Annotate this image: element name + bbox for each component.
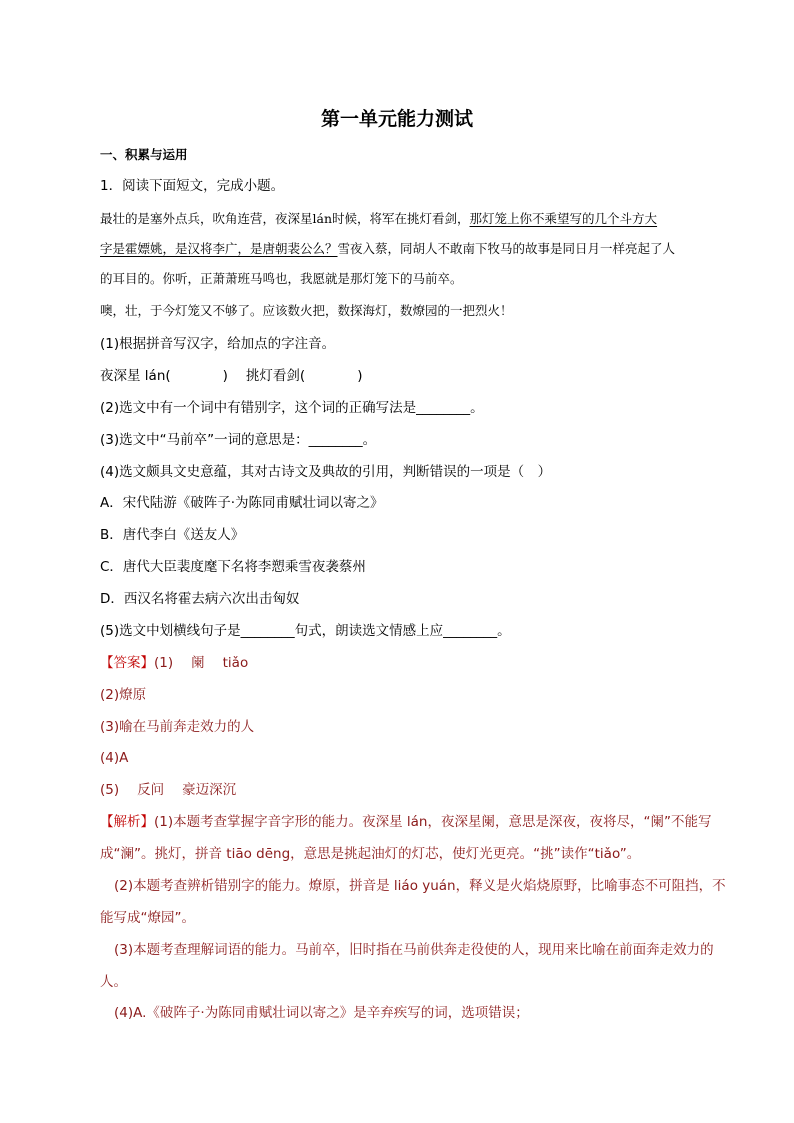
answer-pinyin: tiǎo <box>222 655 249 671</box>
sub-question-4: (4)选文颇具文史意蕴，其对古诗文及典故的引用，判断错误的一项是（ ） <box>100 464 552 480</box>
sub-question-1-items <box>100 367 362 385</box>
passage-pinyin: lán <box>312 211 333 226</box>
sub-question-5: (5)选文中划横线句子是________句式，朗读选文情感上应________。 <box>100 623 511 639</box>
passage-text: 时候，将军在挑灯看剑， <box>332 211 470 226</box>
underlined-sentence: 字是霍嫖姚，是汉将李广，是唐朝裴公么？ <box>100 241 338 256</box>
blank-close: ) <box>222 368 228 384</box>
analysis-line: (4)A.《破阵子·为陈同甫赋壮词以寄之》是辛弃疾写的词，选项错误； <box>114 1005 529 1021</box>
underlined-sentence: 那灯笼上你不乘望写的几个斗方大 <box>469 211 658 226</box>
answer-label: 【答案】 <box>100 655 154 671</box>
analysis-line: 人。 <box>100 974 127 990</box>
page-title: 第一单元能力测试 <box>320 108 473 130</box>
passage-text: 最壮的是塞外点兵，吹角连营，夜深星 <box>100 211 313 226</box>
analysis-line: (2)本题考查辨析错别字的能力。燎原，拼音是 liáo yuán，释义是火焰烧原野，比喻事态不可阻挡，不 <box>114 878 726 894</box>
option-c: C．唐代大臣裴度麾下名将李愬乘雪夜袭蔡州 <box>100 559 366 575</box>
blank-close: ) <box>357 368 363 384</box>
section-heading: 一、积累与运用 <box>100 147 188 162</box>
passage-text: 雪夜入蔡，同胡人不敢南下牧马的故事是同日月一样亮起了人 <box>337 241 676 256</box>
answer-line-4: (4)A <box>100 750 129 766</box>
answer-text: 阑 <box>191 655 205 671</box>
passage-line-4: 噢，壮，于今灯笼又不够了。应该数火把，数探海灯，数燎园的一把烈火！ <box>100 303 513 318</box>
option-a: A．宋代陆游《破阵子·为陈同甫赋壮词以寄之》 <box>100 495 384 511</box>
option-d: D．西汉名将霍去病六次出击匈奴 <box>100 591 300 607</box>
answer-text: 豪迈深沉 <box>182 782 237 798</box>
option-b: B．唐代李白《送友人》 <box>100 527 245 543</box>
answer-num: (5) <box>100 782 120 798</box>
analysis-label: 【解析】 <box>100 814 154 830</box>
analysis-text: (1)本题考查掌握字音字形的能力。夜深星 lán，夜深星阑，意思是深夜，夜将尽，“阑”不能写 <box>154 814 712 830</box>
answer-num: (1) <box>154 655 174 671</box>
analysis-line: 成“澜”。挑灯，拼音 tiāo dēng，意思是挑起油灯的灯芯，使灯光更亮。“挑”读作“tiǎo”。 <box>100 846 641 862</box>
passage-line-2 <box>100 240 675 258</box>
sub-question-2: (2)选文中有一个词中有错别字，这个词的正确写法是________。 <box>100 400 484 416</box>
analysis-line <box>100 813 711 831</box>
blank-item: 挑灯看剑( <box>245 368 306 384</box>
passage-line-3: 的耳目的。你听，正萧萧班马鸣也，我愿就是那灯笼下的马前卒。 <box>100 271 463 286</box>
passage-line-1 <box>100 210 657 228</box>
blank-item: 夜深星 lán( <box>100 368 171 384</box>
question-intro: 1．阅读下面短文，完成小题。 <box>100 178 285 194</box>
answer-line-1 <box>100 654 248 672</box>
sub-question-3: (3)选文中“马前卒”一词的意思是：________。 <box>100 432 377 448</box>
answer-line-2: (2)燎原 <box>100 687 147 703</box>
answer-line-3: (3)喻在马前奔走效力的人 <box>100 719 255 735</box>
answer-line-5 <box>100 781 236 799</box>
sub-question-1: (1)根据拼音写汉字，给加点的字注音。 <box>100 336 336 352</box>
analysis-line: (3)本题考查理解词语的能力。马前卒，旧时指在马前供奔走役使的人，现用来比喻在前面奔走效力的 <box>114 942 714 958</box>
answer-text: 反问 <box>137 782 165 798</box>
analysis-line: 能写成“燎园”。 <box>100 910 195 926</box>
